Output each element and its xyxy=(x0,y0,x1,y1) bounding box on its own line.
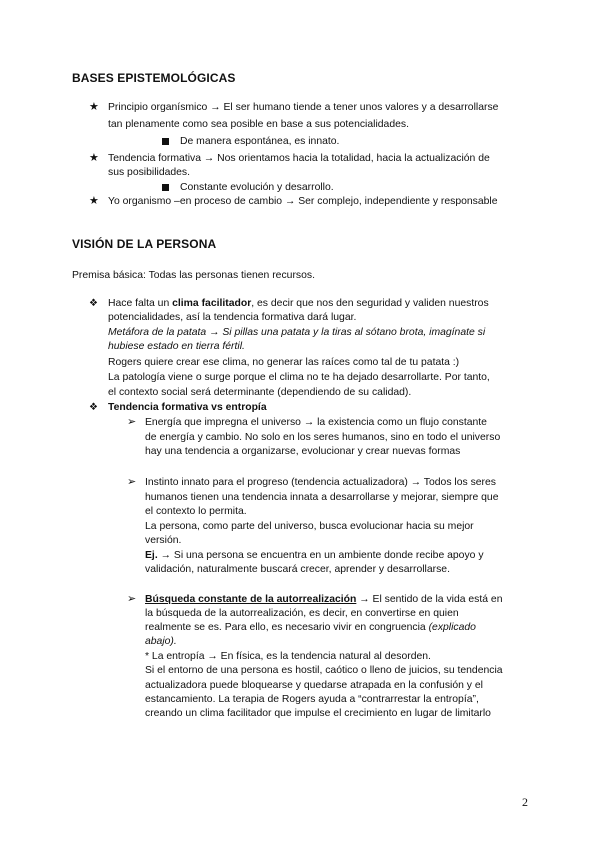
square-bullet xyxy=(162,138,169,145)
subheading-tendencia-entropia: Tendencia formativa vs entropía xyxy=(108,402,267,413)
metaphor-line: Metáfora de la patata → Si pillas una patata y la tiras al sótano brota, imagínate si xyxy=(108,327,486,338)
paragraph-line: La persona, como parte del universo, busca evolucionar hacia su mejor xyxy=(145,521,474,532)
paragraph-line: actualizadora puede bloquearse y quedarse atrapada en la confusión y el xyxy=(145,680,483,691)
arrow-bullet: ➢ xyxy=(127,416,137,428)
list-item-principio-line2: tan plenamente como sea posible en base a sus potencialidades. xyxy=(108,119,409,130)
paragraph-line: humanos tienen una tendencia innata a desarrollarse y mejorar, siempre que xyxy=(145,492,499,503)
list-item-principio-line1: Principio organísmico → El ser humano tiende a tener unos valores y a desarrollarse xyxy=(108,102,499,113)
paragraph-line: el contexto social será determinante (dependiendo de su calidad). xyxy=(108,387,412,398)
paragraph-line: * La entropía → En física, es la tendencia natural al desorden. xyxy=(145,651,431,662)
paragraph-line: Ej. → Si una persona se encuentra en un ambiente donde recibe apoyo y xyxy=(145,550,484,561)
paragraph-line: potencialidades, así la tendencia formativa dará lugar. xyxy=(108,312,357,323)
section-heading-bases: BASES EPISTEMOLÓGICAS xyxy=(72,71,236,85)
paragraph-line: Hace falta un clima facilitador, es decir que nos den seguridad y validen nuestros xyxy=(108,298,489,309)
arrow-bullet: ➢ xyxy=(127,476,137,488)
sub-item-espontanea: De manera espontánea, es innato. xyxy=(180,136,340,147)
paragraph-line: hay una tendencia a organizarse, evolucionar y crear nuevas formas xyxy=(145,446,461,457)
paragraph-line: abajo). xyxy=(145,636,177,647)
paragraph-line: Rogers quiere crear ese clima, no generar las raíces como tal de tu patata :) xyxy=(108,357,460,368)
star-bullet: ★ xyxy=(89,101,99,113)
paragraph-line: estancamiento. La terapia de Rogers ayuda a “contrarrestar la entropía”, xyxy=(145,694,479,705)
diamond-bullet: ❖ xyxy=(89,298,98,309)
star-bullet: ★ xyxy=(89,195,99,207)
paragraph-line: Energía que impregna el universo → la existencia como un flujo constante xyxy=(145,417,487,428)
square-bullet xyxy=(162,184,169,191)
section-heading-vision: VISIÓN DE LA PERSONA xyxy=(72,237,217,251)
paragraph-line: versión. xyxy=(145,535,182,546)
paragraph-line: La patología viene o surge porque el clima no te ha dejado desarrollarte. Por tanto, xyxy=(108,372,490,383)
list-item-yo-organismo: Yo organismo –en proceso de cambio → Ser complejo, independiente y responsable xyxy=(108,196,498,207)
page-number: 2 xyxy=(522,795,528,809)
paragraph-line: validación, naturalmente buscará crecer, aprender y desarrollarse. xyxy=(145,564,450,575)
paragraph-line: creando un clima facilitador que impulse el crecimiento en lugar de limitarlo xyxy=(145,708,491,719)
paragraph-line: el contexto lo permita. xyxy=(145,506,247,517)
paragraph-line: Instinto innato para el progreso (tendencia actualizadora) → Todos los seres xyxy=(145,477,496,488)
diamond-bullet: ❖ xyxy=(89,402,98,413)
premise-text: Premisa básica: Todas las personas tienen recursos. xyxy=(72,270,315,281)
paragraph-line: la búsqueda de la autorrealización, es decir, en convertirse en quien xyxy=(145,608,459,619)
paragraph-line: Búsqueda constante de la autorrealización → El sentido de la vida está en xyxy=(145,594,503,605)
metaphor-line: hubiese estado en tierra fértil. xyxy=(108,341,245,352)
arrow-bullet: ➢ xyxy=(127,593,137,605)
paragraph-line: realmente se es. Para ello, es necesario vivir en congruencia (explicado xyxy=(145,622,476,633)
star-bullet: ★ xyxy=(89,152,99,164)
sub-item-evolucion: Constante evolución y desarrollo. xyxy=(180,182,334,193)
paragraph-line: Si el entorno de una persona es hostil, caótico o lleno de juicios, su tendencia xyxy=(145,665,503,676)
paragraph-line: de energía y cambio. No solo en los seres humanos, sino en todo el universo xyxy=(145,432,501,443)
list-item-tendencia-line1: Tendencia formativa → Nos orientamos hacia la totalidad, hacia la actualización de xyxy=(108,153,490,164)
list-item-tendencia-line2: sus posibilidades. xyxy=(108,167,191,178)
